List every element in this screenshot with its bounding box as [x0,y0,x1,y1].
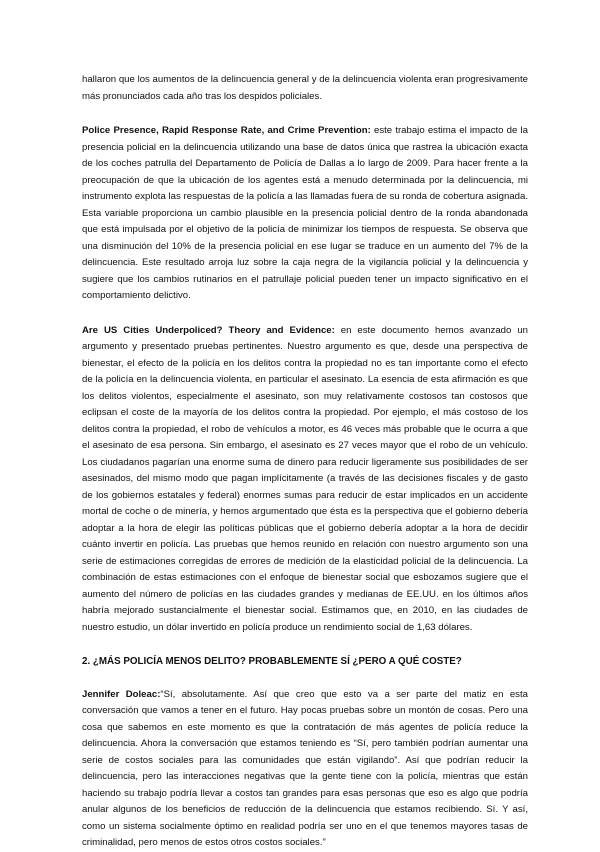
paper-title-underpoliced: Are US Cities Underpoliced? Theory and Evidence: [82,324,335,336]
paragraph-underpoliced [82,323,528,637]
paragraph-doleac-quote-text: “Sí, absolutamente. Así que creo que esto va a ser parte del matiz en esta conversación que vamos a tener en el futuro. Hay pocas pruebas sobre un montón de cosas. Pero una cosa que sabemos en este momento es que la contratación de más agentes de policía reduce la delincuencia. Ahora la conversación que estamos teniendo es “Sí, pero también podrían aumentar una serie de costos sociales para las comunidades que están vigilando”. Así que podrían reducir la delincuencia, pero las interacciones negativas que la gente tiene con la policía, mientras que están haciendo su trabajo podría llevar a costos tan grandes para esas personas que eso es algo que podría anular algunos de los beneficios de reducción de la delincuencia que estamos recibiendo. Sí. Y así, como un sistema socialmente óptimo en realidad podría ser uno en el que tenemos mayores tasas de criminalidad, pero menos de estos otros costos sociales.” [82,688,528,848]
paragraph-intro [82,72,528,105]
section-heading: 2. ¿MÁS POLICÍA MENOS DELITO? PROBABLEMENTE SÍ ¿PERO A QUÉ COSTE? [82,656,462,667]
paragraph-police-presence [82,123,528,305]
paragraph-intro-text: hallaron que los aumentos de la delincuencia general y de la delincuencia violenta eran progresivamente más pronunciados cada año tras los despidos policiales. [82,74,528,102]
speaker-name: Jennifer Doleac: [82,688,161,700]
paragraph-underpoliced-text: en este documento hemos avanzado un argumento y presentado pruebas pertinentes. Nuestro argumento es que, desde una perspectiva de bienestar, el efecto de la policía en los delitos contra la propiedad no es tan importante como el efecto de la policía en la delincuencia violenta, en particular el asesinato. La esencia de esta afirmación es que los delitos violentos, especialmente el asesinato, son muy relativamente costosos tan costosos que eclipsan el coste de la mayoría de los delitos contra la propiedad. Por ejemplo, el más costoso de los delitos contra la propiedad, el robo de vehículos a motor, es 46 veces más probable que le ocurra a que el asesinato de esa persona. Sin embargo, el asesinato es 27 veces mayor que el robo de un vehículo. Los ciudadanos pagarían una enorme suma de dinero para reducir ligeramente sus posibilidades de ser asesinados, del mismo modo que pagan implícitamente (a través de las decisiones fiscales y de gasto de los gobiernos estatales y federal) enormes sumas para reducir de estar implicados en un accidente mortal de coche o de minería, y hemos argumentado que ésta es la perspectiva que el gobierno debería adoptar a la hora de elegir las políticas públicas que el gobierno debería adoptar a la hora de decidir cuánto invertir en policía. Las pruebas que hemos reunido en relación con nuestro argumento son una serie de estimaciones corregidas de errores de medición de la elasticidad policial de la delincuencia. La combinación de estas estimaciones con el enfoque de bienestar social que esbozamos sugiere que el aumento del número de policías en las ciudades grandes y medianas de EE.UU. en los últimos años habría mejorado sustancialmente el bienestar social. Estimamos que, en 2010, en las ciudades de nuestro estudio, un dólar invertido en policía produce un rendimiento social de 1,63 dólares. [82,324,528,633]
paragraph-police-presence-text: este trabajo estima el impacto de la presencia policial en la delincuencia utilizando una base de datos única que rastrea la ubicación exacta de los coches patrulla del Departamento de Policía de Dallas a lo largo de 2009. Para hacer frente a la preocupación de que la ubicación de los agentes está a menudo determinada por la delincuencia, mi instrumento explota las respuestas de la policía a las llamadas fuera de su ronda de cobertura asignada. Esta variable proporciona un cambio plausible en la presencia policial dentro de la ronda abandonada que está impulsada por el objetivo de la policía de minimizar los tiempos de respuesta. Se observa que una disminución del 10% de la presencia policial en ese lugar se traduce en un aumento del 7% de la delincuencia. Este resultado arroja luz sobre la caja negra de la vigilancia policial y la delincuencia y sugiere que los cambios rutinarios en el patrullaje policial pueden tener un impacto significativo en el comportamiento delictivo. [82,125,528,301]
paper-title-police-presence: Police Presence, Rapid Response Rate, and Crime Prevention: [82,125,371,136]
paragraph-doleac-quote [82,687,528,852]
